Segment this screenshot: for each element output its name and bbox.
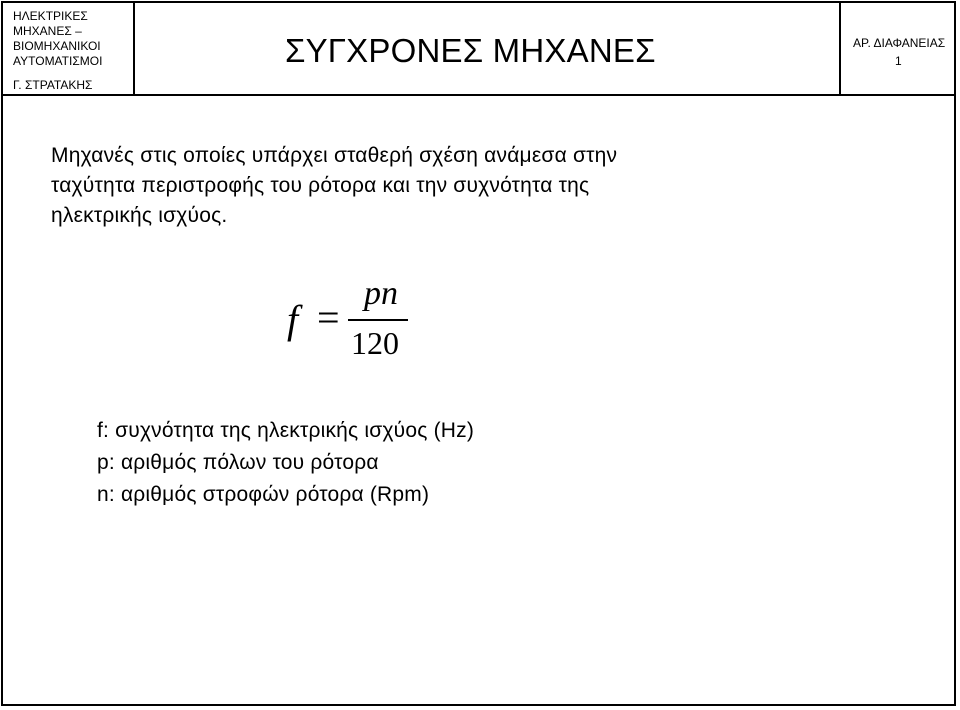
- slide-number: 1: [895, 54, 902, 68]
- course-line: ΒΙΟΜΗΧΑΝΙΚΟΙ: [13, 39, 101, 53]
- page-title: ΣΥΓΧΡΟΝΕΣ ΜΗΧΑΝΕΣ: [285, 32, 656, 69]
- formula-equals: =: [317, 295, 340, 340]
- definition-text: [51, 141, 751, 231]
- formula-numerator: pn: [364, 275, 398, 312]
- legend-item: n: αριθμός στροφών ρότορα (Rpm): [97, 483, 430, 506]
- legend-item: f: συχνότητα της ηλεκτρικής ισχύος (Hz): [97, 419, 475, 442]
- slide: [1, 1, 956, 706]
- definition-line: Μηχανές στις οποίες υπάρχει σταθερή σχέση ανάμεσα στην: [51, 144, 618, 167]
- formula-denominator: 120: [351, 325, 399, 361]
- header-title-cell: [135, 3, 841, 94]
- formula-lhs: f: [287, 297, 299, 342]
- course-line: ΑΥΤΟΜΑΤΙΣΜΟΙ: [13, 54, 103, 68]
- course-title: [13, 9, 102, 69]
- definition-line: ηλεκτρικής ισχύος.: [51, 204, 228, 227]
- fraction-bar: [348, 319, 408, 321]
- slide-number-label: ΑΡ. ΔΙΑΦΑΝΕΙΑΣ: [853, 36, 946, 50]
- definition-line: ταχύτητα περιστροφής του ρότορα και την συχνότητα της: [51, 174, 590, 197]
- author-name: Γ. ΣΤΡΑΤΑΚΗΣ: [13, 78, 93, 92]
- frequency-formula: [283, 275, 423, 367]
- legend-item: p: αριθμός πόλων του ρότορα: [97, 451, 379, 474]
- course-line: ΗΛΕΚΤΡΙΚΕΣ: [13, 9, 88, 23]
- variable-legend: [97, 415, 474, 511]
- course-line: ΜΗΧΑΝΕΣ –: [13, 24, 82, 38]
- header-slide-number-cell: [841, 3, 954, 94]
- slide-header: [3, 3, 954, 96]
- header-course-cell: [3, 3, 135, 94]
